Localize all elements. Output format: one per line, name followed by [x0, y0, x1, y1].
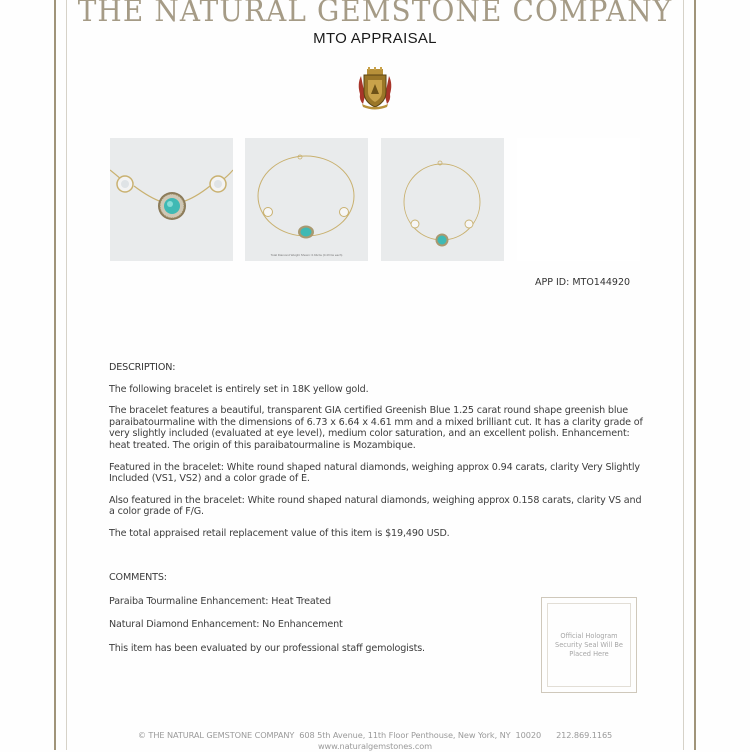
comment-line: Natural Diamond Enhancement: No Enhancement: [109, 619, 343, 631]
description-section: [109, 362, 649, 550]
footer: [0, 730, 750, 752]
page-border-inner-left: [66, 0, 67, 750]
footer-website-link[interactable]: www.naturalgemstones.com: [317, 741, 433, 751]
comment-line: Paraiba Tourmaline Enhancement: Heat Treated: [109, 595, 331, 607]
blank-photo-slot: [517, 138, 640, 261]
footer-address: © THE NATURAL GEMSTONE COMPANY 608 5th Avenue, 11th Floor Penthouse, New York, NY 10020 212.869.1165: [137, 730, 613, 740]
bracelet-top-view-photo: [381, 138, 504, 261]
seal-text: Official Hologram Security Seal Will Be Placed Here: [555, 631, 623, 658]
document-title: MTO APPRAISAL: [313, 30, 437, 47]
description-paragraph: Also featured in the bracelet: White round shaped natural diamonds, weighing approx 0.158 carats, clarity VS and a color grade of F/G.: [109, 494, 642, 518]
description-paragraph: The following bracelet is entirely set in 18K yellow gold.: [109, 383, 369, 395]
comments-section: [109, 572, 509, 666]
photo-caption: Total Diamond Weight Shown: 0.94ctw (0.47ctw each): [270, 253, 343, 257]
heraldic-crest-icon: [355, 66, 395, 111]
app-id: APP ID: MTO144920: [535, 277, 631, 288]
bracelet-closeup-photo: [110, 138, 233, 261]
bracelet-full-view-photo: [245, 138, 368, 261]
description-paragraph: Featured in the bracelet: White round shaped natural diamonds, weighing approx 0.94 carats, clarity Very Slightly Included (VS1, VS2) and a color grade of E.: [109, 461, 640, 485]
hologram-seal-placeholder: [541, 597, 637, 693]
comment-line: This item has been evaluated by our professional staff gemologists.: [109, 642, 425, 654]
comments-label: COMMENTS:: [109, 572, 167, 583]
appraised-value: The total appraised retail replacement value of this item is $19,490 USD.: [109, 527, 450, 539]
page-border-inner-right: [683, 0, 684, 750]
page-border-outer-left: [54, 0, 56, 750]
page-border-outer-right: [694, 0, 696, 750]
description-label: DESCRIPTION:: [109, 362, 176, 373]
company-name: THE NATURAL GEMSTONE COMPANY: [77, 0, 673, 29]
seal-inner-frame: [547, 603, 631, 687]
description-paragraph: The bracelet features a beautiful, transparent GIA certified Greenish Blue 1.25 carat round shape greenish blue paraibatourmaline with the dimensions of 6.73 x 6.64 x 4.61 mm and a mixed brilliant cut. It has a clarity grade of very slightly included (evaluated at eye level), medium color saturation, and an excellent polish. Enhancement: heat treated. The origin of this paraibatourmaline is Mozambique.: [109, 405, 643, 451]
